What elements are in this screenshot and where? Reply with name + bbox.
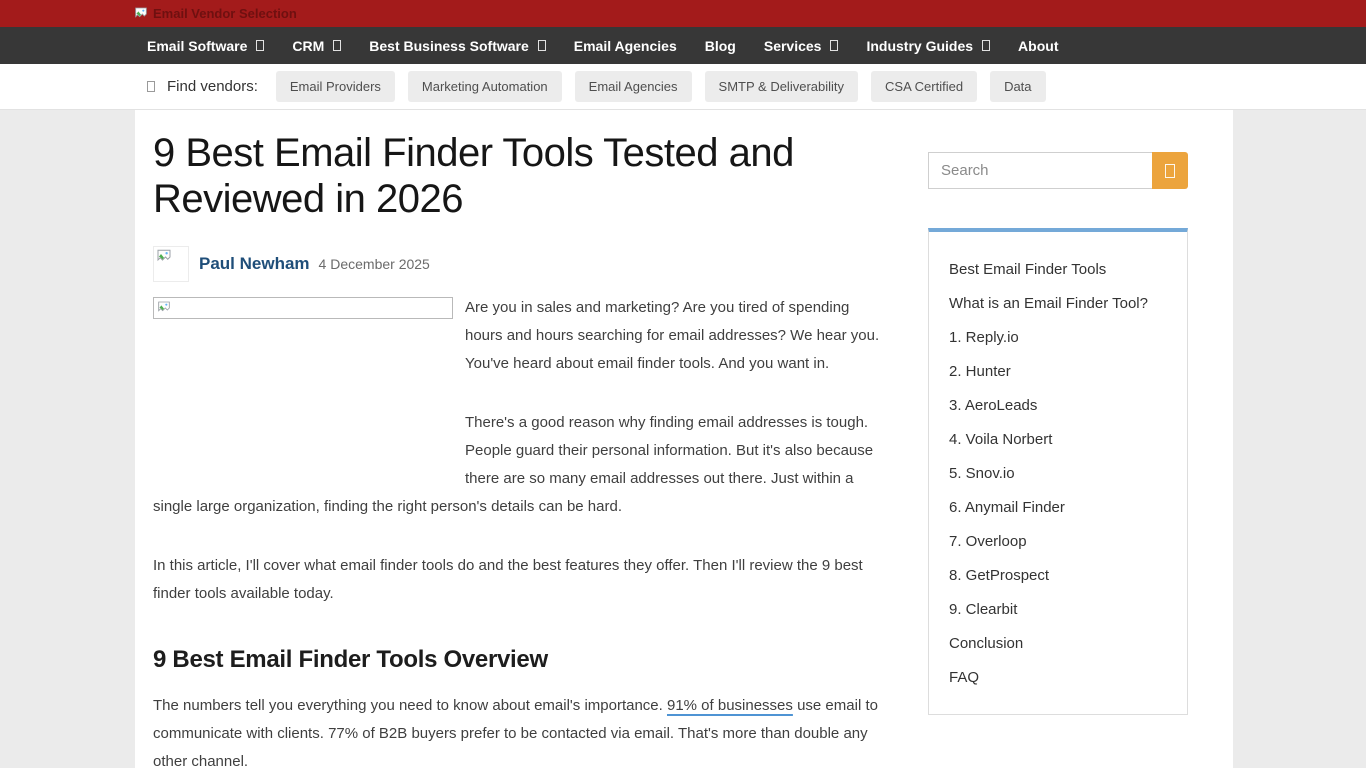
nav-item[interactable] — [852, 27, 1004, 64]
vendor-tag[interactable]: Marketing Automation — [408, 71, 562, 102]
toc-item[interactable]: 3. AeroLeads — [949, 397, 1038, 414]
vendor-tag-list — [276, 71, 1046, 102]
toc-item[interactable]: Conclusion — [949, 635, 1024, 652]
toc-item[interactable]: What is an Email Finder Tool? — [949, 295, 1148, 312]
search-placeholder-icon — [1165, 164, 1175, 178]
nav-item[interactable] — [750, 27, 853, 64]
vendor-tag[interactable]: SMTP & Deliverability — [705, 71, 858, 102]
page-title: 9 Best Email Finder Tools Tested and Reviewed in 2026 — [153, 131, 794, 221]
overview-paragraph — [153, 692, 880, 768]
toc-item[interactable]: FAQ — [949, 669, 980, 686]
table-of-contents — [928, 228, 1188, 715]
sidebar — [928, 130, 1188, 768]
author-link[interactable]: Paul Newham — [199, 254, 310, 273]
toc-item[interactable]: 1. Reply.io — [949, 329, 1019, 346]
nav-item[interactable] — [1004, 27, 1072, 64]
toc-item[interactable]: Best Email Finder Tools — [949, 261, 1107, 278]
content-card — [135, 110, 1233, 768]
vendor-tag[interactable]: CSA Certified — [871, 71, 977, 102]
broken-image-icon — [156, 300, 172, 316]
nav-item-label: Email Agencies — [573, 37, 677, 54]
toc-item[interactable]: 8. GetProspect — [949, 567, 1050, 584]
toc-item[interactable]: 5. Snov.io — [949, 465, 1015, 482]
nav-item[interactable] — [278, 27, 355, 64]
search-button[interactable] — [1152, 152, 1188, 189]
find-vendors-label: Find vendors: — [167, 78, 258, 95]
vendor-tag[interactable]: Email Agencies — [575, 71, 692, 102]
nav-item[interactable] — [355, 27, 560, 64]
overview-text-before: The numbers tell you everything you need to know about email's importance. — [153, 697, 667, 714]
vendor-tag[interactable]: Email Providers — [276, 71, 395, 102]
nav-item-label: Services — [763, 37, 822, 54]
toc-list — [929, 260, 1187, 688]
nav-item-label: Email Software — [147, 37, 248, 54]
find-vendors-bar — [0, 64, 1366, 110]
section-heading-overview: 9 Best Email Finder Tools Overview — [153, 646, 548, 673]
overview-text-after: use email to communicate with clients. 77% of B2B buyers prefer to be contacted via email. That's more than double any other channel. — [153, 697, 878, 768]
broken-image-icon — [155, 248, 173, 266]
nav-item[interactable] — [133, 27, 278, 64]
nav-item[interactable] — [691, 27, 750, 64]
dropdown-placeholder-icon — [256, 40, 264, 51]
vendor-tag[interactable]: Data — [990, 71, 1045, 102]
dropdown-placeholder-icon — [982, 40, 990, 51]
article — [153, 130, 880, 768]
stat-link[interactable]: 91% of businesses — [666, 697, 793, 714]
intro-paragraph-3: In this article, I'll cover what email finder tools do and the best features they offer. Then I'll review the 9 best finder tools available today. — [153, 557, 863, 602]
toc-item[interactable]: 6. Anymail Finder — [949, 499, 1065, 516]
search-form — [928, 152, 1188, 189]
article-body — [153, 294, 880, 768]
dropdown-placeholder-icon — [538, 40, 546, 51]
nav-list — [133, 27, 1072, 64]
page-background — [0, 110, 1366, 768]
toc-item[interactable]: 4. Voila Norbert — [949, 431, 1053, 448]
intro-paragraph-2: There's a good reason why finding email addresses is tough. People guard their personal information. But it's also because there are so many email addresses out there. Just within a single large organization, finding the right person's details can be hard. — [153, 414, 874, 515]
byline — [153, 246, 880, 282]
nav-item-label: CRM — [292, 37, 325, 54]
nav-item[interactable] — [560, 27, 691, 64]
intro-paragraph-1: Are you in sales and marketing? Are you tired of spending hours and hours searching for email addresses? We hear you. You've heard about email finder tools. And you want in. — [465, 299, 880, 372]
dropdown-placeholder-icon — [333, 40, 341, 51]
dropdown-placeholder-icon — [830, 40, 838, 51]
post-date: 4 December 2025 — [318, 256, 430, 272]
toc-item[interactable]: 2. Hunter — [949, 363, 1011, 380]
toc-item[interactable]: 9. Clearbit — [949, 601, 1018, 618]
broken-image-icon — [133, 6, 149, 22]
nav-item-label: Blog — [704, 37, 736, 54]
search-input[interactable] — [928, 152, 1152, 189]
avatar — [153, 246, 189, 282]
toc-item[interactable]: 7. Overloop — [949, 533, 1027, 550]
main-nav — [0, 27, 1366, 64]
nav-item-label: Best Business Software — [369, 37, 529, 54]
vendors-placeholder-icon — [147, 81, 155, 92]
nav-item-label: Industry Guides — [866, 37, 974, 54]
featured-image — [153, 297, 453, 460]
nav-item-label: About — [1018, 37, 1059, 54]
broken-featured-image — [153, 297, 453, 319]
logo-alt-text: Email Vendor Selection — [153, 6, 297, 21]
site-logo[interactable] — [133, 6, 297, 22]
site-header — [0, 0, 1366, 27]
